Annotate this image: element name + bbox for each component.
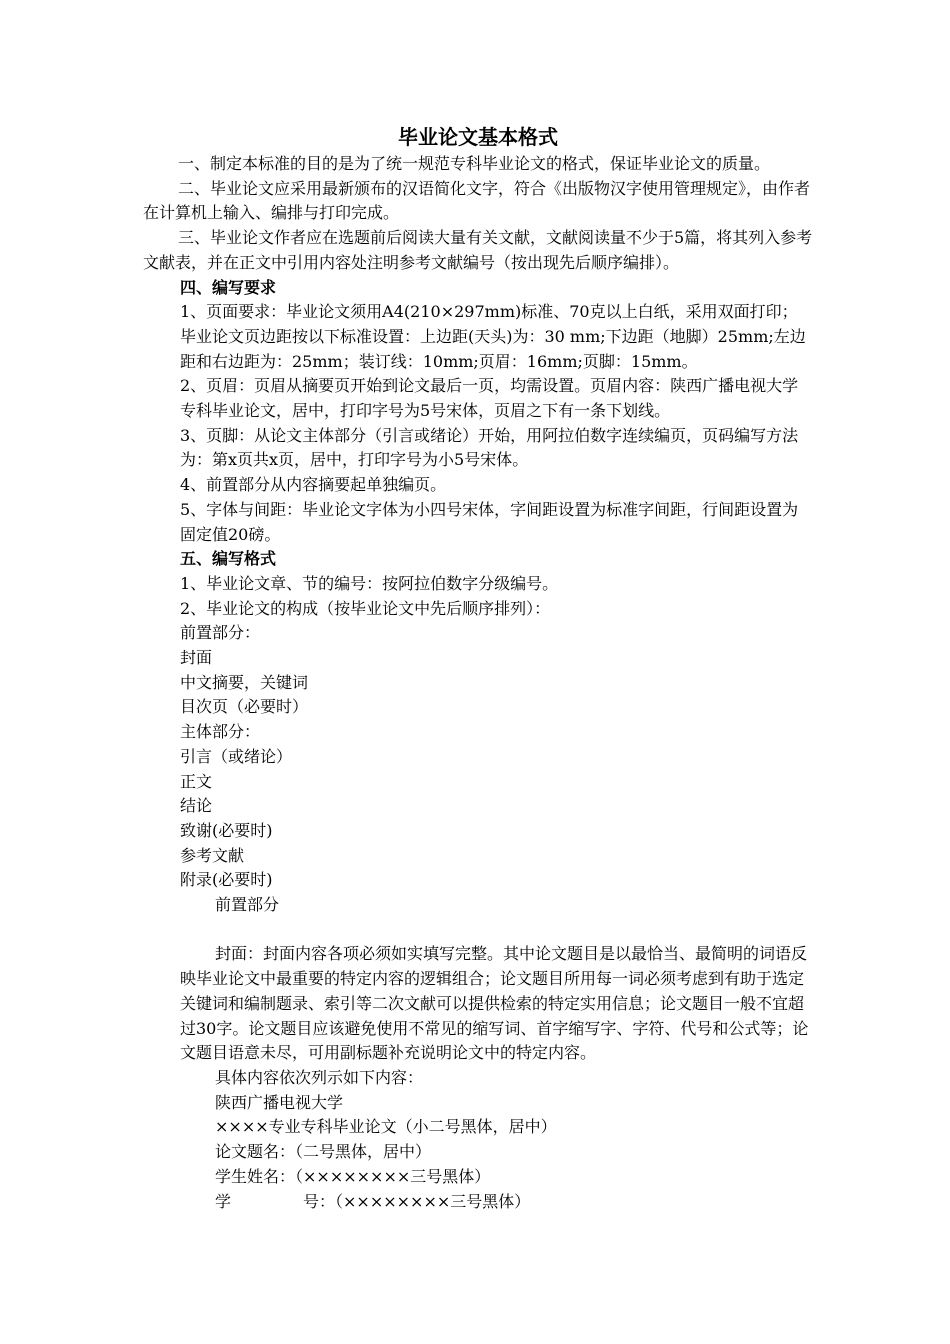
- front-matter-heading: 前置部分: [215, 895, 280, 915]
- section4-item-1: 1、页面要求：毕业论文须用A4(210×297mm)标准、70克以上白纸，采用双面打印；毕业论文页边距按以下标准设置：上边距(天头)为：30 mm;下边距（地脚）25mm;左边距和右边距为：25mm；装订线：10mm;页眉：16mm;页脚：15mm。: [180, 302, 806, 371]
- section5-item-2: 2、毕业论文的构成（按毕业论文中先后顺序排列）：: [180, 598, 551, 618]
- intro-paragraph-1: 一、制定本标准的目的是为了统一规范专科毕业论文的格式，保证毕业论文的质量。: [178, 154, 771, 173]
- document-body: [143, 122, 813, 1214]
- cover-line: ××××专业专科毕业论文（小二号黑体，居中）: [215, 1117, 557, 1137]
- section4-heading: 四、编写要求: [180, 277, 277, 297]
- structure-item: 引言（或绪论）: [180, 746, 293, 766]
- cover-line: 学生姓名：（××××××××三号黑体）: [215, 1166, 491, 1186]
- structure-item: 封面: [180, 648, 213, 668]
- structure-item: 附录(必要时): [180, 870, 273, 890]
- student-id-line: [143, 1190, 813, 1215]
- cover-line: 陕西广播电视大学: [215, 1092, 344, 1112]
- cover-line: 具体内容依次列示如下内容：: [215, 1068, 424, 1087]
- student-id-label-colon: 号：: [303, 1191, 336, 1211]
- section4-item-2: 2、页眉：页眉从摘要页开始到论文最后一页，均需设置。页眉内容：陕西广播电视大学专科毕业论文，居中，打印字号为5号宋体，页眉之下有一条下划线。: [180, 376, 799, 421]
- student-id-label-start: 学: [215, 1191, 232, 1211]
- structure-item: 前置部分：: [180, 623, 261, 643]
- section4-item-3: 3、页脚：从论文主体部分（引言或绪论）开始，用阿拉伯数字连续编页，页码编写方法为：第x页共x页，居中，打印字号为小5号宋体。: [180, 425, 799, 470]
- structure-item: 主体部分：: [180, 722, 261, 742]
- structure-item: 参考文献: [180, 845, 245, 865]
- cover-line: 论文题名：（二号黑体，居中）: [215, 1142, 432, 1162]
- blank-line: [143, 918, 813, 943]
- section4-item-5: 5、字体与间距：毕业论文字体为小四号宋体，字间距设置为标准字间距，行间距设置为固定值20磅。: [180, 499, 799, 544]
- structure-item: 正文: [180, 771, 213, 791]
- structure-item: 目次页（必要时）: [180, 697, 309, 717]
- structure-item: 中文摘要，关键词: [180, 672, 309, 692]
- intro-paragraph-2: 二、毕业论文应采用最新颁布的汉语简化文字，符合《出版物汉字使用管理规定》，由作者在计算机上输入、编排与打印完成。: [143, 178, 811, 223]
- cover-paragraph: 封面：封面内容各项必须如实填写完整。其中论文题目是以最恰当、最简明的词语反映毕业论文中最重要的特定内容的逻辑组合；论文题目所用每一词必须考虑到有助于选定关键词和编制题录、索引等二次文献可以提供检索的特定实用信息；论文题目一般不宜超过30字。论文题目应该避免使用不常见的缩写词、首字缩写字、字符、代号和公式等；论文题目语意未尽，可用副标题补充说明论文中的特定内容。: [180, 944, 809, 1063]
- structure-item: 结论: [180, 796, 213, 816]
- student-id-value: （××××××××三号黑体）: [335, 1191, 531, 1211]
- document-title: 毕业论文基本格式: [398, 125, 558, 149]
- section4-item-4: 4、前置部分从内容摘要起单独编页。: [180, 475, 447, 495]
- section5-item-1: 1、毕业论文章、节的编号：按阿拉伯数字分级编号。: [180, 573, 559, 593]
- student-id-label-end: [303, 1190, 530, 1215]
- structure-item: 致谢(必要时): [180, 820, 273, 840]
- intro-paragraph-3: 三、毕业论文作者应在选题前后阅读大量有关文献，文献阅读量不少于5篇，将其列入参考文献表，并在正文中引用内容处注明参考文献编号（按出现先后顺序编排）。: [143, 228, 813, 272]
- section5-heading: 五、编写格式: [180, 549, 277, 569]
